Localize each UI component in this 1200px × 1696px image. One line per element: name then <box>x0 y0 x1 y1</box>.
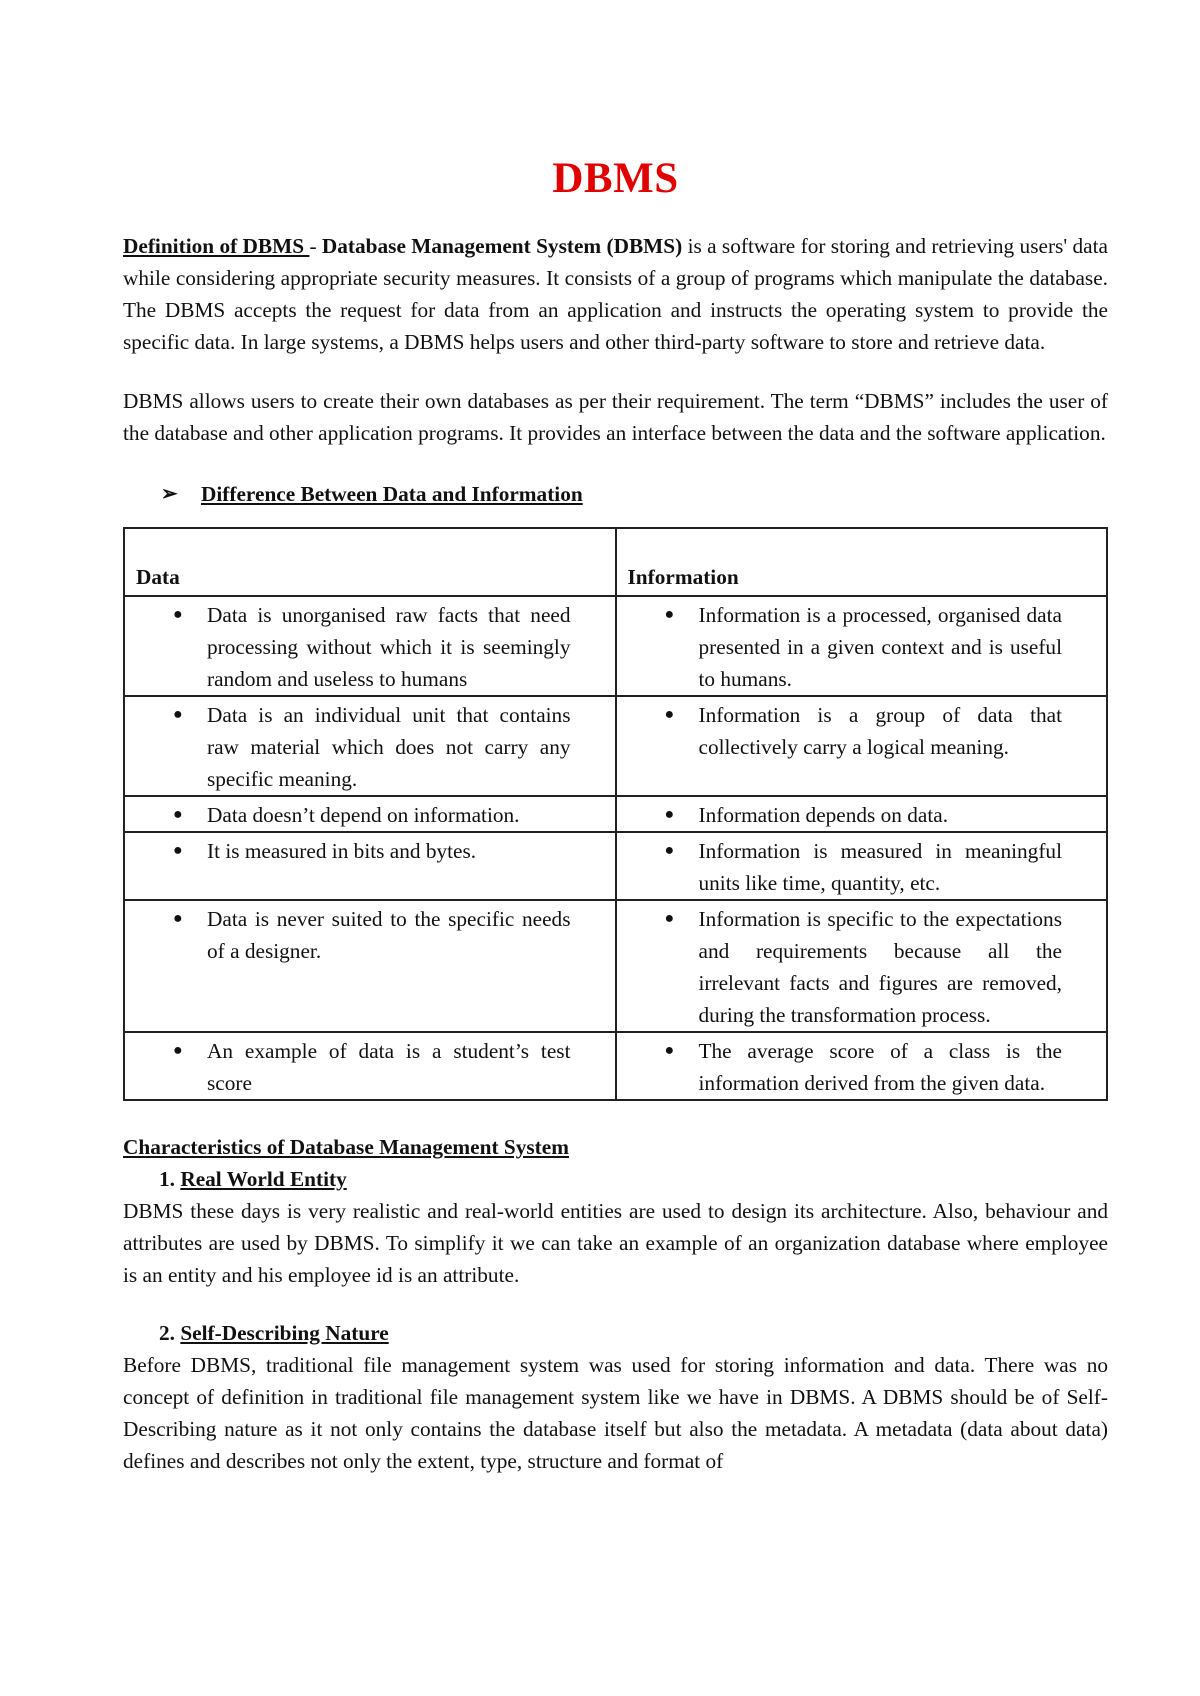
table-row <box>124 596 1107 696</box>
cell-text: Information is a processed, organised data presented in a given context and is useful to humans. <box>698 603 1062 691</box>
cell-text: Information depends on data. <box>698 803 949 827</box>
cell-text: Data is unorganised raw facts that need processing without which it is seemingly random and useless to humans <box>207 603 571 691</box>
definition-label: Definition of DBMS <box>123 234 310 258</box>
table-row <box>124 696 1107 796</box>
cell-text: Data is an individual unit that contains raw material which does not carry any specific meaning. <box>207 703 571 791</box>
column-header-data: Data <box>124 528 616 596</box>
bullet-icon: ● <box>173 806 183 823</box>
characteristic-label: Real World Entity <box>180 1167 347 1191</box>
table-cell-data <box>124 832 616 900</box>
table-row <box>124 1032 1107 1100</box>
bullet-icon: ● <box>664 842 675 859</box>
characteristic-text-2: Before DBMS, traditional file management system was used for storing information and data. There was no concept of definition in traditional file management system like we have in DBMS. A DBMS should be of Self- Describing nature as it not only contains the database itself but also the metadata. A metadata (data about data) defines and describes not only the extent, type, structure and format of <box>123 1353 1108 1473</box>
bullet-icon: ● <box>664 706 675 723</box>
table-row <box>124 796 1107 832</box>
table-cell-data <box>124 900 616 1032</box>
cell-text: Information is specific to the expectations and requirements because all the irrelevant facts and figures are removed, during the transformation process. <box>698 907 1062 1027</box>
table-row <box>124 832 1107 900</box>
characteristics-heading: Characteristics of Database Management System <box>123 1135 569 1159</box>
bullet-icon: ● <box>664 806 675 823</box>
characteristic-heading-1 <box>159 1163 1108 1195</box>
cell-text: Information is a group of data that collectively carry a logical meaning. <box>698 703 1062 759</box>
table-cell-information <box>616 1032 1108 1100</box>
definition-paragraph <box>123 230 1108 358</box>
table-cell-data <box>124 696 616 796</box>
characteristic-text-1: DBMS these days is very realistic and real-world entities are used to design its architecture. Also, behaviour and attributes are used by DBMS. To simplify it we can take an example of an organization database where employee is an entity and his employee id is an attribute. <box>123 1199 1108 1287</box>
characteristic-number: 1. <box>159 1167 175 1191</box>
cell-text: An example of data is a student’s test score <box>207 1039 571 1095</box>
table-cell-data <box>124 1032 616 1100</box>
table-cell-information <box>616 900 1108 1032</box>
difference-heading <box>161 479 1108 509</box>
definition-term: Database Management System (DBMS) <box>321 234 683 258</box>
table-cell-information <box>616 696 1108 796</box>
table-cell-information <box>616 796 1108 832</box>
dbms-paragraph: DBMS allows users to create their own databases as per their requirement. The term “DBMS” includes the user of the database and other application programs. It provides an interface between the data and the software application. <box>123 389 1108 445</box>
bullet-icon: ● <box>173 606 183 623</box>
page-title: DBMS <box>552 155 679 202</box>
table-cell-information <box>616 596 1108 696</box>
characteristic-label: Self-Describing Nature <box>180 1321 389 1345</box>
cell-text: Information is measured in meaningful units like time, quantity, etc. <box>698 839 1062 895</box>
column-header-information: Information <box>616 528 1108 596</box>
bullet-icon: ● <box>664 606 675 623</box>
cell-text: Data is never suited to the specific needs of a designer. <box>207 907 571 963</box>
difference-heading-text: Difference Between Data and Information <box>201 482 583 506</box>
bullet-icon: ● <box>173 842 183 859</box>
bullet-icon: ● <box>664 910 675 927</box>
bullet-icon: ● <box>173 910 183 927</box>
table-cell-data <box>124 596 616 696</box>
definition-dash: - <box>309 234 322 258</box>
table-cell-data <box>124 796 616 832</box>
cell-text: It is measured in bits and bytes. <box>207 839 477 863</box>
table-cell-information <box>616 832 1108 900</box>
cell-text: Data doesn’t depend on information. <box>207 803 520 827</box>
arrow-bullet-icon: ➢ <box>161 483 178 505</box>
characteristic-heading-2 <box>159 1317 1108 1349</box>
characteristic-number: 2. <box>159 1321 175 1345</box>
definition-text: is a software for storing and retrieving users' data while considering appropriate security measures. It consists of a group of programs which manipulate the database. The DBMS accepts the request for data from an application and instructs the operating system to provide the specific data. In large systems, a DBMS helps users and other third-party software to store and retrieve data. <box>123 234 1108 354</box>
table-row <box>124 900 1107 1032</box>
bullet-icon: ● <box>173 706 183 723</box>
document-page <box>123 0 1108 1477</box>
cell-text: The average score of a class is the information derived from the given data. <box>698 1039 1062 1095</box>
bullet-icon: ● <box>664 1042 675 1059</box>
bullet-icon: ● <box>173 1042 183 1059</box>
table-header-row <box>124 528 1107 596</box>
comparison-table <box>123 527 1108 1101</box>
